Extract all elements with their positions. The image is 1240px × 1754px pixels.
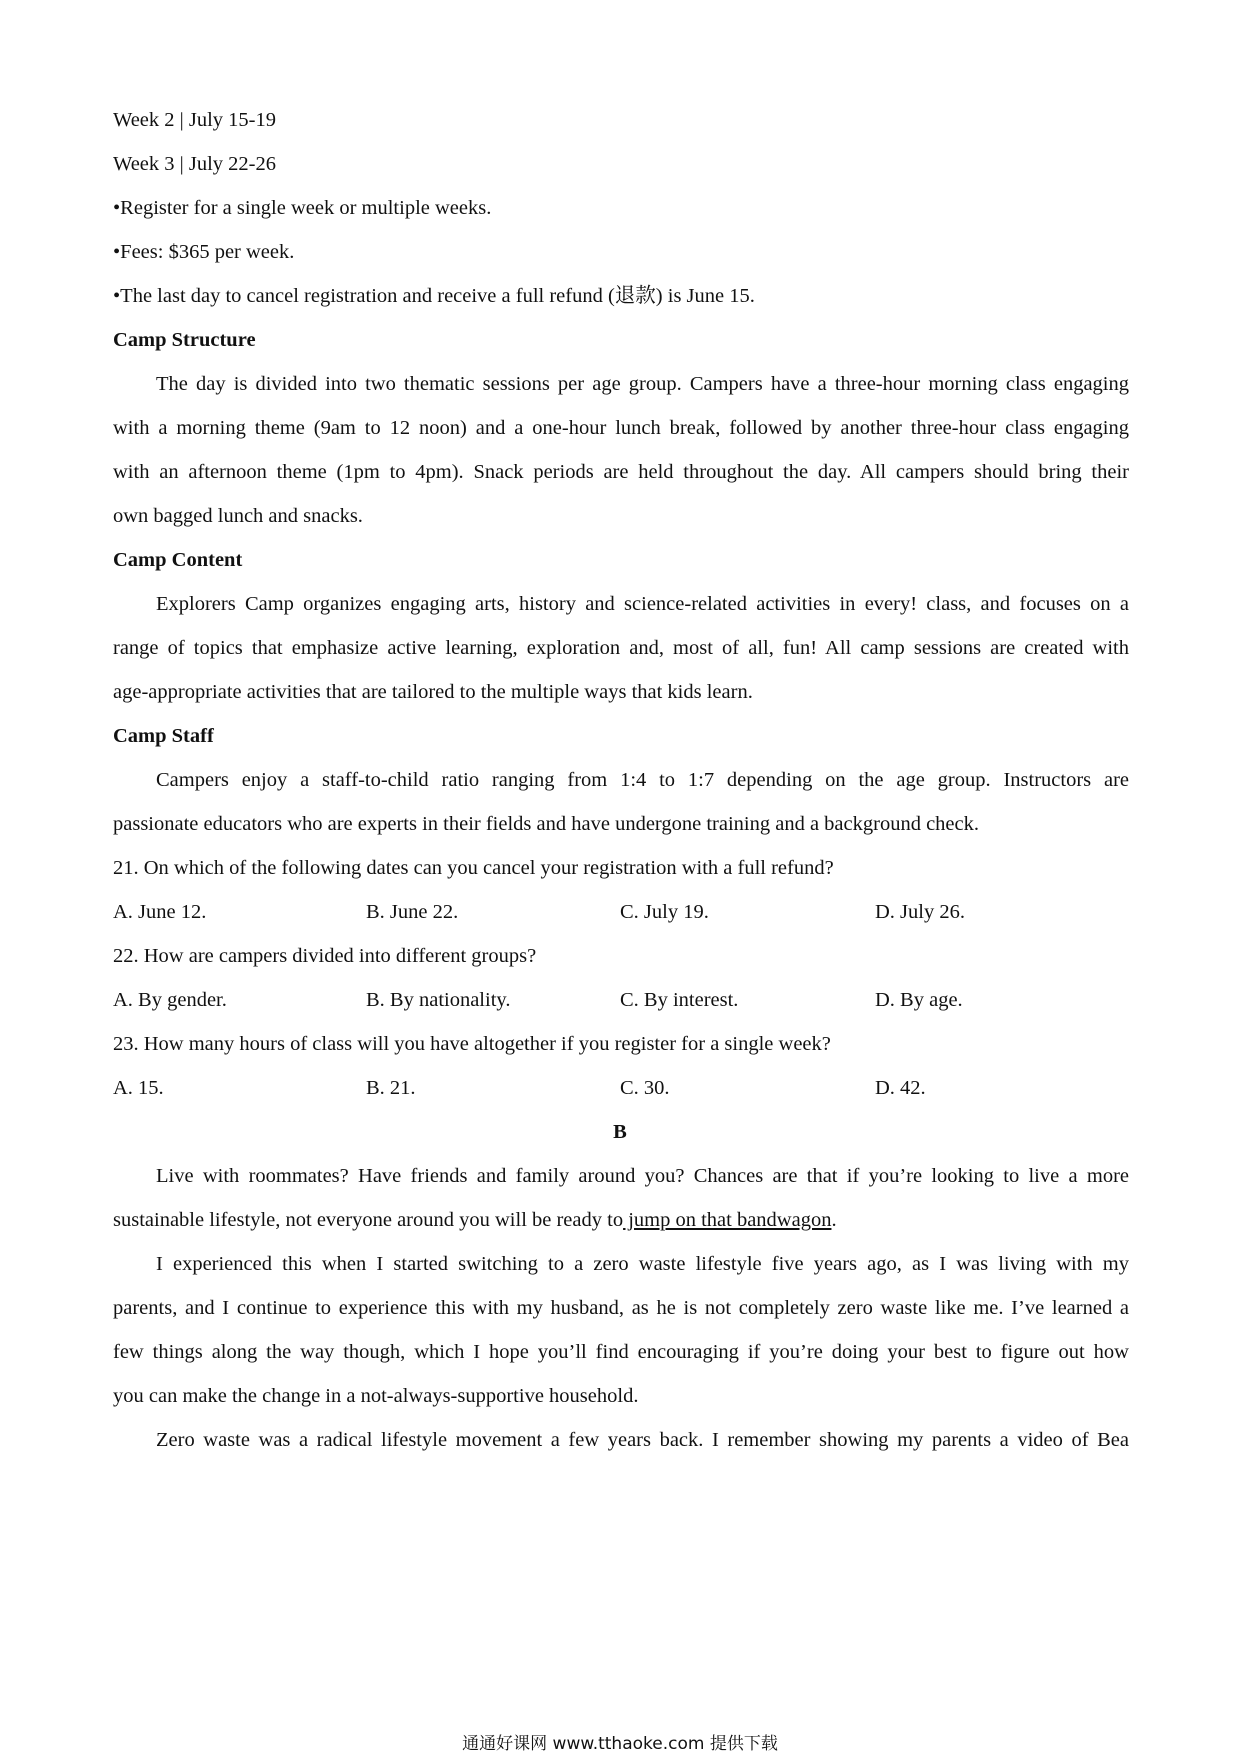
content-line: Explorers Camp organizes engaging arts, history and science-related activities in every! class, and focuses on a: [156, 593, 1129, 615]
q22-option-a: A. By gender.: [113, 989, 227, 1011]
q23-option-d: D. 42.: [875, 1077, 926, 1099]
passage-b-text: sustainable lifestyle, not everyone around you will be ready to: [113, 1209, 624, 1231]
q22-option-c: C. By interest.: [620, 989, 739, 1011]
underlined-phrase: jump on that bandwagon: [623, 1209, 832, 1231]
content-line: age-appropriate activities that are tailored to the multiple ways that kids learn.: [113, 681, 753, 703]
q21-option-a: A. June 12.: [113, 901, 207, 923]
q21-option-c: C. July 19.: [620, 901, 709, 923]
question-22-stem: 22. How are campers divided into different groups?: [113, 945, 537, 967]
passage-b-text: .: [831, 1209, 837, 1231]
content-line: range of topics that emphasize active learning, exploration and, most of all, fun! All camp sessions are created with: [113, 637, 1129, 659]
question-21-stem: 21. On which of the following dates can you cancel your registration with a full refund?: [113, 857, 834, 879]
bullet-refund: •The last day to cancel registration and receive a full refund (退款) is June 15.: [113, 285, 755, 307]
camp-structure-heading: Camp Structure: [113, 329, 256, 351]
q23-option-b: B. 21.: [366, 1077, 416, 1099]
structure-line: with a morning theme (9am to 12 noon) and a one-hour lunch break, followed by another three-hour class engaging: [113, 417, 1129, 439]
bullet-fees: •Fees: $365 per week.: [113, 241, 295, 263]
q22-option-b: B. By nationality.: [366, 989, 511, 1011]
q21-option-b: B. June 22.: [366, 901, 459, 923]
passage-b-line: you can make the change in a not-always-supportive household.: [113, 1385, 639, 1407]
q21-option-d: D. July 26.: [875, 901, 965, 923]
passage-b-line: I experienced this when I started switching to a zero waste lifestyle five years ago, as I was living with my: [156, 1253, 1129, 1275]
question-23-stem: 23. How many hours of class will you have altogether if you register for a single week?: [113, 1033, 831, 1055]
passage-b-line: Live with roommates? Have friends and family around you? Chances are that if you’re looking to live a more: [156, 1165, 1129, 1187]
schedule-week-2: Week 2 | July 15-19: [113, 109, 277, 131]
bullet-register: •Register for a single week or multiple weeks.: [113, 197, 492, 219]
passage-b-line: parents, and I continue to experience this with my husband, as he is not completely zero waste like me. I’ve learned a: [113, 1297, 1129, 1319]
passage-b-line: few things along the way though, which I hope you’ll find encouraging if you’re doing your best to figure out how: [113, 1341, 1129, 1363]
structure-line: own bagged lunch and snacks.: [113, 505, 363, 527]
passage-b-line: Zero waste was a radical lifestyle movement a few years back. I remember showing my parents a video of Bea: [156, 1429, 1129, 1451]
schedule-week-3: Week 3 | July 22-26: [113, 153, 277, 175]
q23-option-a: A. 15.: [113, 1077, 164, 1099]
staff-line: passionate educators who are experts in their fields and have undergone training and a background check.: [113, 813, 980, 835]
camp-content-heading: Camp Content: [113, 549, 243, 571]
structure-line: with an afternoon theme (1pm to 4pm). Snack periods are held throughout the day. All campers should bring their: [113, 461, 1129, 483]
staff-line: Campers enjoy a staff-to-child ratio ranging from 1:4 to 1:7 depending on the age group. Instructors are: [156, 769, 1129, 791]
passage-b-line: [113, 1206, 1129, 1234]
passage-b-label: B: [613, 1121, 627, 1143]
page-footer: 通通好课网 www.tthaoke.com 提供下载: [462, 1734, 778, 1754]
camp-staff-heading: Camp Staff: [113, 725, 214, 747]
q22-option-d: D. By age.: [875, 989, 963, 1011]
structure-line: The day is divided into two thematic sessions per age group. Campers have a three-hour morning class engaging: [156, 373, 1129, 395]
q23-option-c: C. 30.: [620, 1077, 670, 1099]
